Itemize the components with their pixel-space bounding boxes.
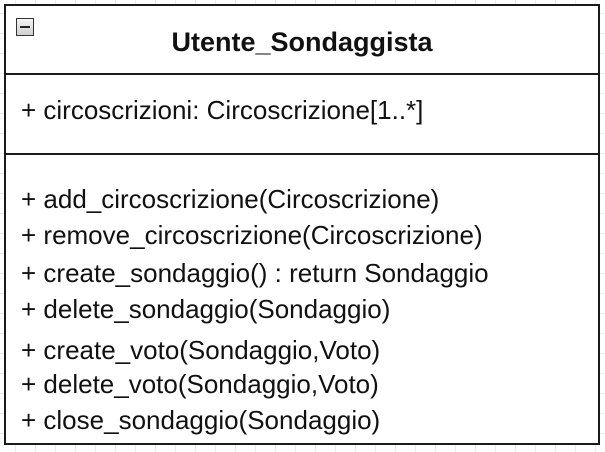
class-header	[6, 6, 598, 75]
operation-row: + create_voto(Sondaggio,Voto)	[21, 335, 381, 365]
attributes-section	[6, 73, 598, 155]
operations-section	[6, 153, 598, 443]
attribute-row: + circoscrizioni: Circoscrizione[1..*]	[21, 95, 424, 125]
operation-row: + delete_sondaggio(Sondaggio)	[21, 294, 391, 324]
uml-class-box[interactable]	[4, 4, 600, 445]
operation-row: + create_sondaggio() : return Sondaggio	[21, 258, 489, 288]
operation-row: + remove_circoscrizione(Circoscrizione)	[21, 220, 483, 250]
operation-row: + close_sondaggio(Sondaggio)	[21, 405, 381, 435]
operation-row: + add_circoscrizione(Circoscrizione)	[21, 184, 440, 214]
operation-row: + delete_voto(Sondaggio,Voto)	[21, 369, 379, 399]
class-name: Utente_Sondaggista	[171, 27, 433, 57]
